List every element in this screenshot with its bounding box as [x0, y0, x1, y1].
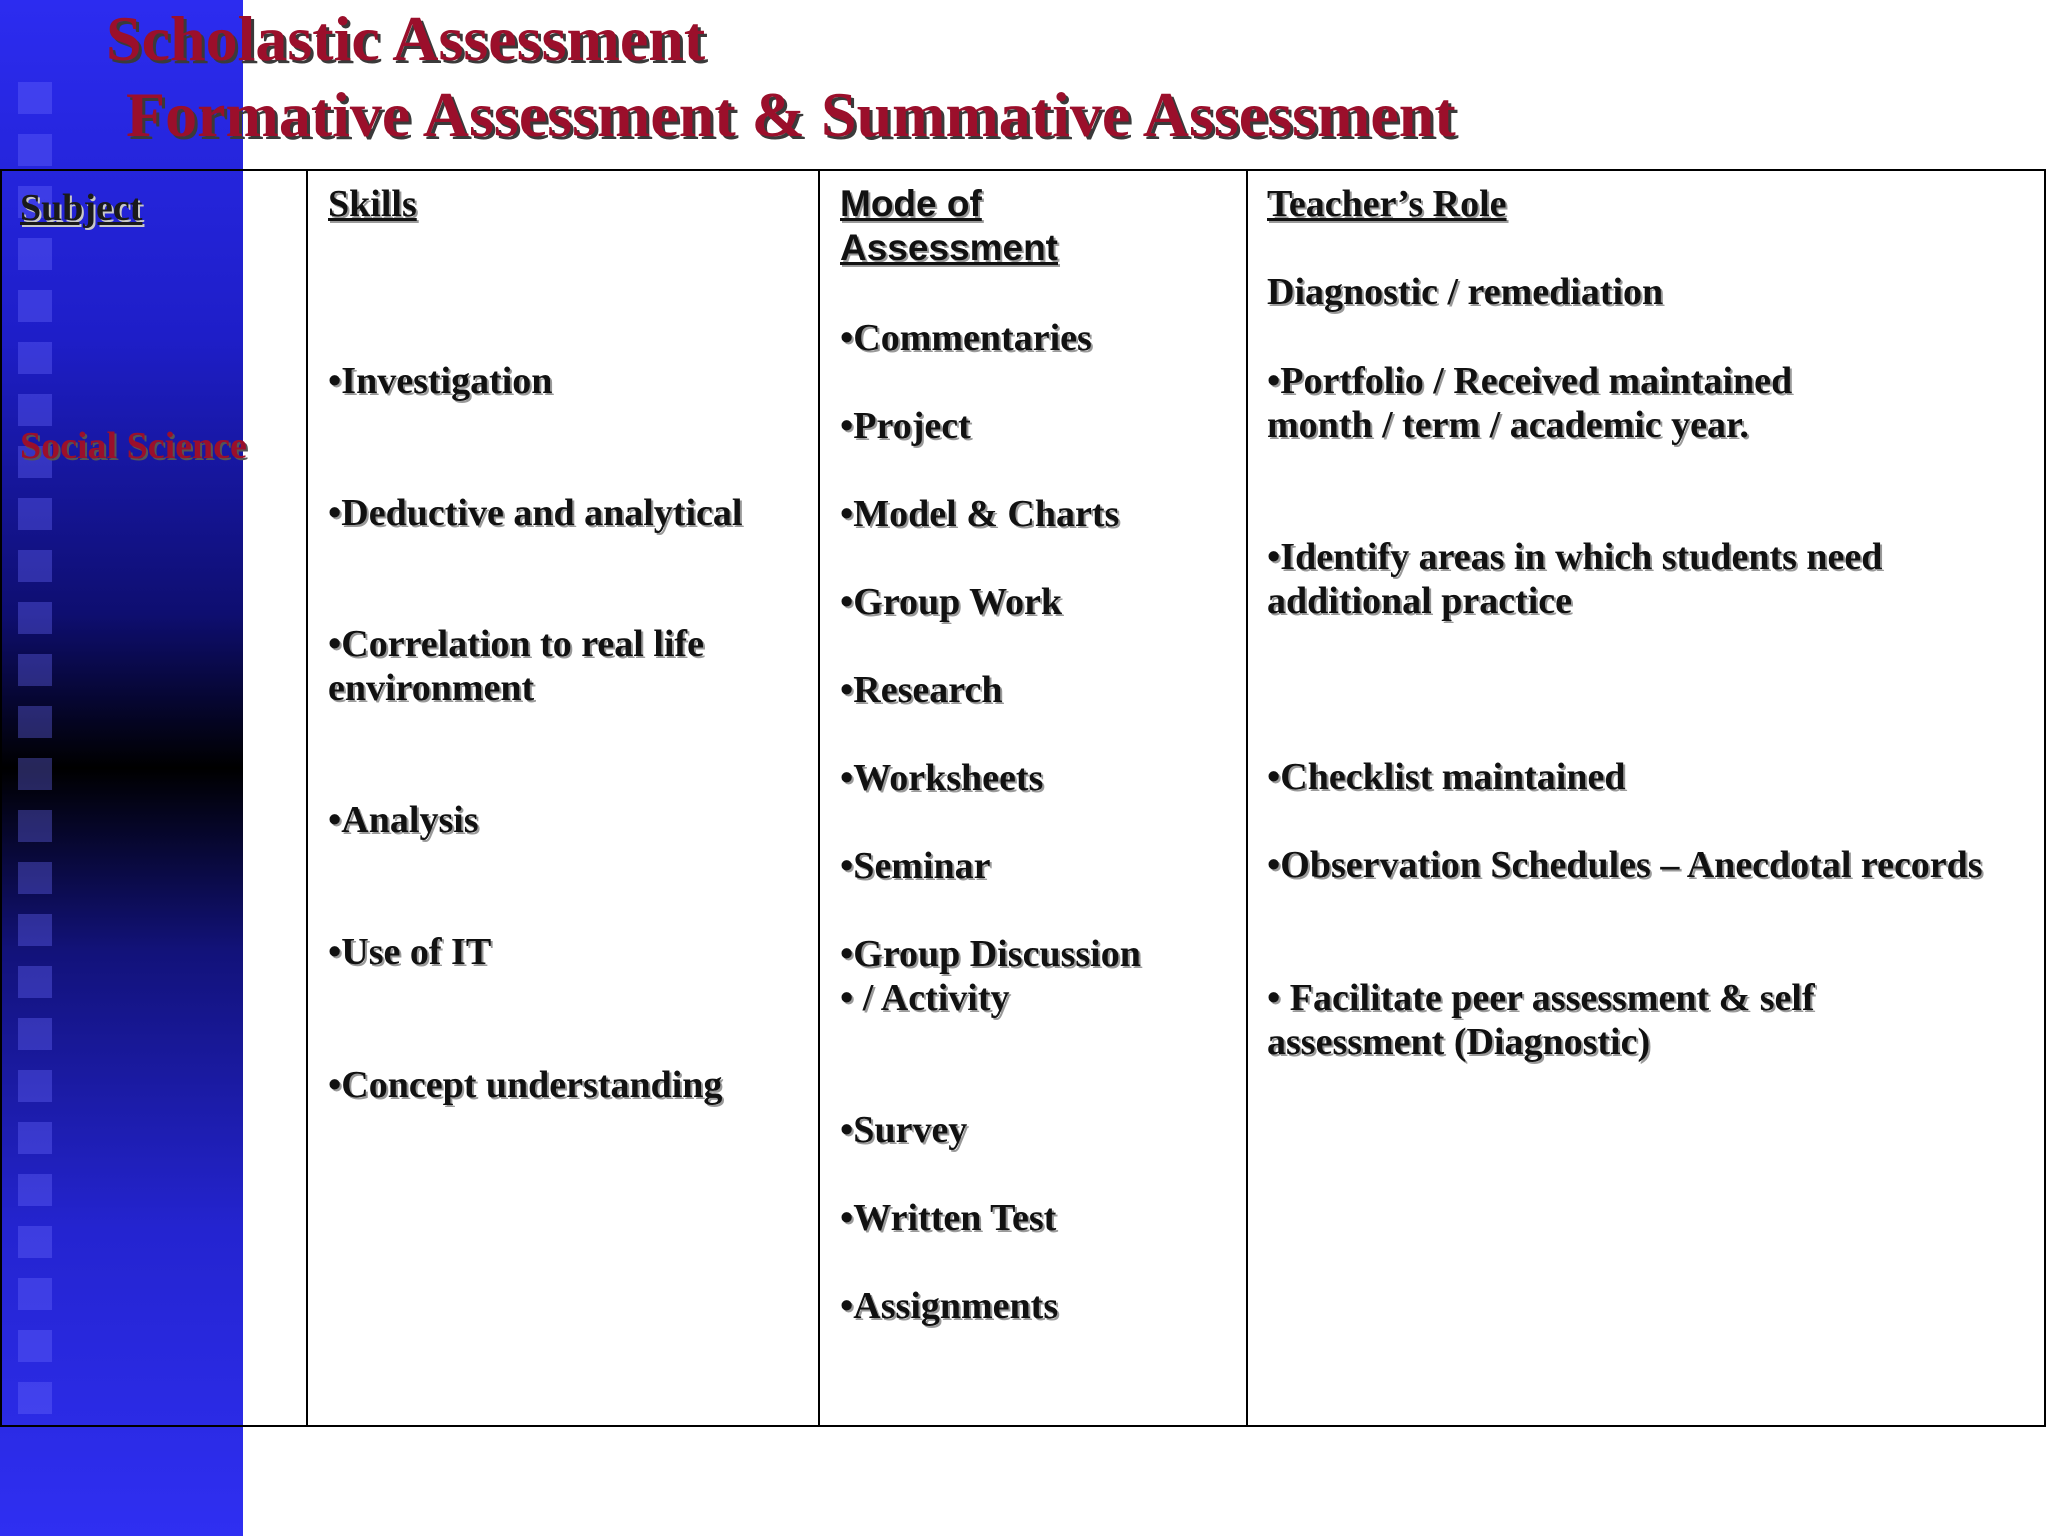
mode-item: •Assignments [840, 1285, 1059, 1327]
mode-item: •Commentaries [840, 317, 1092, 359]
teacher-role-item: •Portfolio / Received maintained [1267, 360, 1793, 402]
teacher-role-item-continued: assessment (Diagnostic) [1267, 1021, 1651, 1063]
mode-item: •Survey [840, 1109, 968, 1151]
skill-item: •Correlation to real life [328, 623, 704, 665]
teacher-role-item-continued: additional practice [1267, 580, 1573, 622]
mode-item: •Written Test [840, 1197, 1057, 1239]
skill-item: •Analysis [328, 799, 479, 841]
teacher-role-item: • Facilitate peer assessment & self [1267, 977, 1815, 1019]
mode-item: •Seminar [840, 845, 991, 887]
mode-item-continued: • / Activity [840, 977, 1010, 1019]
header-mode-line2: Assessment [840, 227, 1059, 268]
mode-item: •Project [840, 405, 971, 447]
skill-item-continued: environment [328, 667, 535, 709]
header-mode-line1: Mode of [840, 183, 982, 224]
slide-subtitle: Formative Assessment & Summative Assessment [126, 79, 1456, 150]
column-divider-1 [306, 171, 308, 1425]
mode-item: •Model & Charts [840, 493, 1120, 535]
slide-title: Scholastic Assessment [106, 3, 706, 74]
teacher-role-item: •Identify areas in which students need [1267, 536, 1883, 578]
skill-item: •Deductive and analytical [328, 492, 743, 534]
mode-item: •Research [840, 669, 1003, 711]
teacher-role-item: •Observation Schedules – Anecdotal records [1267, 844, 1983, 886]
skill-item: •Investigation [328, 360, 553, 402]
mode-item: •Worksheets [840, 757, 1044, 799]
column-divider-2 [818, 171, 820, 1425]
header-teacher-role: Teacher’s Role [1267, 183, 1507, 225]
mode-item: •Group Work [840, 581, 1063, 623]
skill-item: •Concept understanding [328, 1064, 723, 1106]
header-skills: Skills [328, 183, 417, 225]
teacher-role-item: Diagnostic / remediation [1267, 271, 1664, 313]
skill-item: •Use of IT [328, 931, 492, 973]
teacher-role-item-continued: month / term / academic year. [1267, 404, 1749, 446]
header-subject: Subject [20, 187, 143, 229]
column-divider-3 [1246, 171, 1248, 1425]
mode-item: •Group Discussion [840, 933, 1141, 975]
teacher-role-item: •Checklist maintained [1267, 756, 1626, 798]
subject-value: Social Science [20, 425, 247, 467]
